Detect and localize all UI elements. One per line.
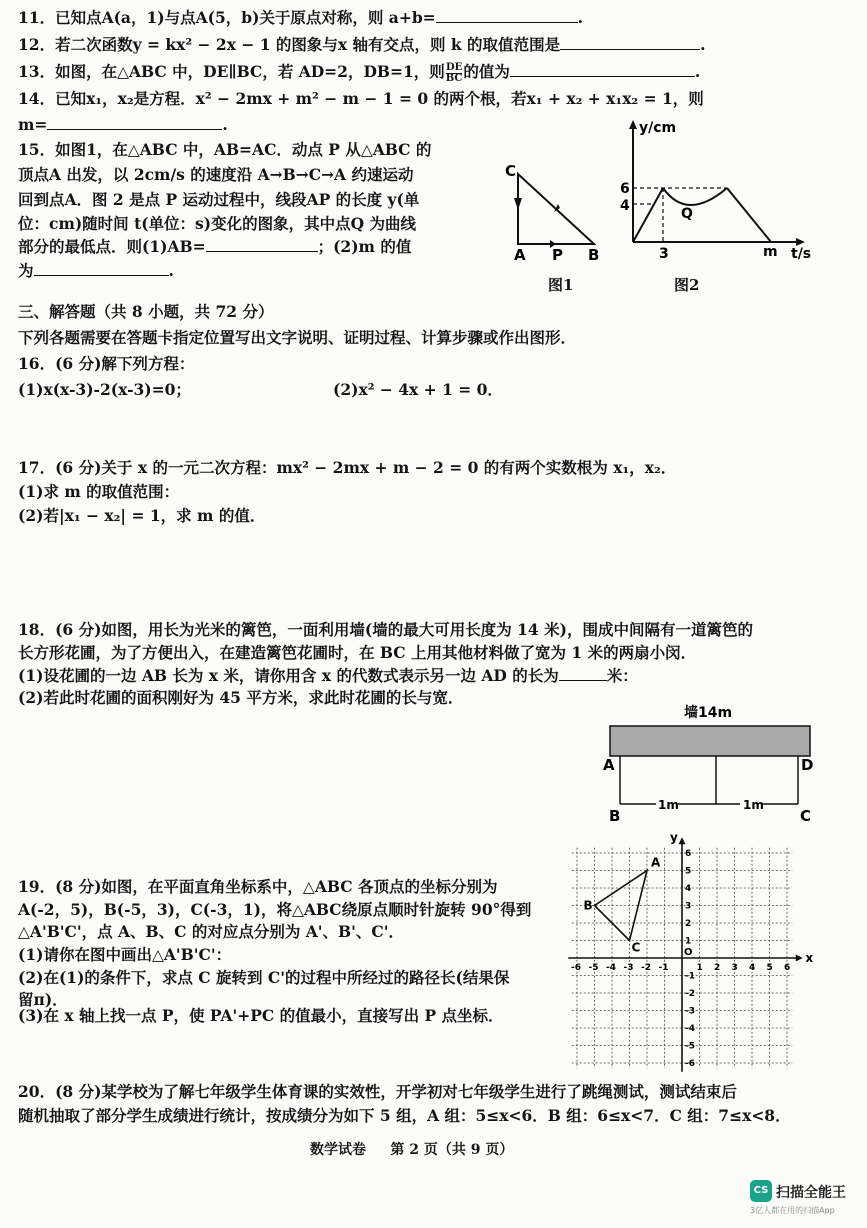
fig1-label-c: C xyxy=(505,162,517,180)
y-tick-label: 2 xyxy=(685,919,692,929)
origin-label: O xyxy=(684,947,693,958)
answer-blank-18[interactable] xyxy=(559,666,607,681)
y-tick-label: 4 xyxy=(685,884,692,894)
question-12-end: . xyxy=(700,35,706,54)
answer-blank-11[interactable] xyxy=(436,8,578,23)
question-15-line4: 位：cm)随时间 t(单位：s)变化的图象，其中点Q 为曲线 xyxy=(18,214,417,233)
figure-1-triangle xyxy=(500,160,610,270)
question-18-line3 xyxy=(18,666,638,686)
question-19-line2: A(-2，5)，B(-5，3)，C(-3，1)，将△ABC绕原点顺时针旋转 90°得到 xyxy=(18,900,532,919)
section-3-title: 三、解答题（共 8 小题，共 72 分） xyxy=(18,302,274,321)
x-axis-arrow xyxy=(796,955,803,962)
fraction-de-bc xyxy=(446,63,463,84)
question-15-line1: 15．如图1，在△ABC 中，AB=AC．动点 P 从△ABC 的 xyxy=(18,140,432,159)
coordinate-grid xyxy=(571,830,818,1078)
x-tick-label: 4 xyxy=(749,963,756,973)
question-19-line6: 留π)． xyxy=(18,990,68,1009)
x-tick-label: -2 xyxy=(641,963,651,973)
y-tick-label: 3 xyxy=(685,901,692,912)
fig18-label-a: A xyxy=(603,756,615,774)
x-tick-label: -5 xyxy=(588,963,599,973)
fig2-label-q: Q xyxy=(681,206,693,222)
fig1-label-b: B xyxy=(588,246,600,264)
x-tick-label: 1 xyxy=(696,963,703,973)
question-15-wei: 为 xyxy=(18,261,34,280)
fraction-numerator: DE xyxy=(445,61,463,73)
y-tick-label: -2 xyxy=(685,989,695,999)
y-axis-label: y xyxy=(670,830,678,845)
answer-blank-13[interactable] xyxy=(510,62,695,77)
y-tick-label: -5 xyxy=(685,1041,695,1052)
point-label-b: B xyxy=(583,898,593,913)
question-13-end: . xyxy=(694,62,701,81)
fig18-gate-2: 1m xyxy=(743,798,764,812)
fraction-denominator: BC xyxy=(445,72,463,84)
x-tick-label: -3 xyxy=(623,963,634,973)
fig1-label-p: P xyxy=(552,246,563,264)
x-tick-label: 5 xyxy=(766,963,773,973)
fig18-label-d: D xyxy=(801,756,814,774)
question-14-end: . xyxy=(222,115,228,134)
question-14-line2 xyxy=(18,115,228,135)
point-label-c: C xyxy=(631,940,641,955)
x-tick-label: -4 xyxy=(606,963,616,973)
y-axis-arrow xyxy=(679,837,686,844)
scanner-app-name: 扫描全能王 xyxy=(776,1185,846,1201)
fig18-label-b: B xyxy=(609,807,621,825)
question-19-line5: (2)在(1)的条件下，求点 C 旋转到 C'的过程中所经过的路径长(结果保 xyxy=(18,968,510,987)
question-11 xyxy=(18,8,583,28)
question-16-part2: (2)x² − 4x + 1 = 0． xyxy=(333,380,503,399)
question-14-m: m= xyxy=(18,115,48,134)
question-19-line4: (1)请你在图中画出△A'B'C'： xyxy=(18,945,232,964)
y-tick-label: -3 xyxy=(685,1006,695,1017)
answer-blank-15-2[interactable] xyxy=(34,261,169,276)
fig2-y-axis-label: y/cm xyxy=(639,120,677,136)
question-14-line1: 14．已知x₁，x₂是方程．x² − 2mx + m² − m − 1 = 0 的两个根，若x₁ + x₂ + x₁x₂ = 1，则 xyxy=(18,89,704,108)
question-20-line1: 20．(8 分)某学校为了解七年级学生体育课的实效性，开学初对七年级学生进行了跳绳测试，测试结束后 xyxy=(18,1082,737,1101)
fig18-wall-label: 墙14m xyxy=(684,705,733,721)
answer-blank-15-1[interactable] xyxy=(206,237,318,252)
question-19-line1: 19．(8 分)如图，在平面直角坐标系中，△ABC 各顶点的坐标分别为 xyxy=(18,877,498,896)
x-tick-label: 6 xyxy=(784,963,791,973)
question-11-text: 11．已知点A(a，1)与点A(5，b)关于原点对称，则 a+b= xyxy=(18,8,436,27)
scanner-watermark xyxy=(750,1180,860,1220)
x-tick-label: 3 xyxy=(731,963,738,973)
footer-subject: 数学试卷 xyxy=(310,1142,366,1158)
question-12-text: 12．若二次函数y = kx² − 2x − 1 的图象与x 轴有交点，则 k 的取值范围是 xyxy=(18,35,561,54)
question-19-line7: (3)在 x 轴上找一点 P，使 PA'+PC 的值最小，直接写出 P 点坐标． xyxy=(18,1006,504,1025)
footer-page-number: 第 2 页（共 9 页） xyxy=(390,1142,514,1158)
question-13 xyxy=(18,62,700,84)
point-label-a: A xyxy=(651,855,661,870)
figure-18-garden xyxy=(600,700,830,825)
fig1-label-a: A xyxy=(514,246,526,264)
x-tick-label: -6 xyxy=(571,963,581,973)
fig18-wall xyxy=(610,726,810,756)
fig2-label-m: m xyxy=(763,244,778,260)
question-11-end: . xyxy=(577,8,584,27)
y-tick-label: -4 xyxy=(685,1024,695,1034)
question-18-line1: 18．(6 分)如图，用长为光米的篱笆，一面利用墙(墙的最大可用长度为 14 米)，围成中间隔有一道篱笆的 xyxy=(18,620,753,639)
question-17-title: 17．(6 分)关于 x 的一元二次方程：mx² − 2mx + m − 2 = 0 的有两个实数根为 x₁，x₂． xyxy=(18,458,677,477)
question-15-line2: 顶点A 出发，以 2cm/s 的速度沿 A→B→C→A 约速运动 xyxy=(18,165,414,184)
answer-blank-14[interactable] xyxy=(47,115,222,130)
question-15-ab: 部分的最低点．则(1)AB= xyxy=(18,237,206,256)
question-12 xyxy=(18,35,705,55)
question-18-part1: (1)设花圃的一边 AB 长为 x 米，请你用含 x 的代数式表示另一边 AD 的长为 xyxy=(18,666,559,685)
y-tick-label: -1 xyxy=(685,971,695,982)
question-17-part2: (2)若|x₁ − x₂| = 1，求 m 的值． xyxy=(18,506,266,525)
question-18-unit: 米： xyxy=(606,666,638,685)
figure-2-caption: 图2 xyxy=(674,276,700,294)
figure-2-graph xyxy=(615,118,815,268)
section-3-instructions: 下列各题需要在答题卡指定位置写出文字说明、证明过程、计算步骤或作出图形． xyxy=(18,328,577,347)
question-13-text: 13．如图，在△ABC 中，DE∥BC，若 AD=2，DB=1，则 xyxy=(18,62,445,81)
figure-1-caption: 图1 xyxy=(548,276,574,294)
fig2-label-6: 6 xyxy=(620,181,630,197)
question-18-line4: (2)若此时花圃的面积刚好为 45 平方米，求此时花圃的长与宽． xyxy=(18,688,464,707)
question-20-line2: 随机抽取了部分学生成绩进行统计，按成绩分为如下 5 组，A 组：5≤x<6．B 组：6≤x<7．C 组：7≤x<8． xyxy=(18,1106,791,1125)
x-tick-label: -1 xyxy=(658,963,669,973)
scanner-tagline: 3亿人都在用的扫描App xyxy=(750,1206,835,1215)
question-15-line3: 回到点A．图 2 是点 P 运动过程中，线段AP 的长度 y(单 xyxy=(18,190,420,209)
x-axis-label: x xyxy=(805,951,814,965)
question-13-post: 的值为 xyxy=(463,62,510,81)
question-19-line3: △A'B'C'，点 A、B、C 的对应点分别为 A'、B'、C'． xyxy=(18,922,404,941)
question-15-m: ；(2)m 的值 xyxy=(317,237,412,256)
question-15-end: . xyxy=(168,261,174,280)
y-tick-label: 6 xyxy=(685,849,692,859)
scanner-logo-icon: CS xyxy=(750,1180,772,1202)
fig2-t-axis-label: t/s xyxy=(791,246,812,262)
y-tick-label: 5 xyxy=(685,866,692,877)
question-18-line2: 长方形花圃，为了方便出入，在建造篱笆花圃时，在 BC 上用其他材料做了宽为 1 米的两扇小闵． xyxy=(18,643,697,662)
question-15-line6 xyxy=(18,261,174,281)
page-footer xyxy=(310,1139,513,1159)
y-tick-label: -6 xyxy=(685,1059,695,1069)
fig18-gate-1: 1m xyxy=(658,798,679,812)
y-tick-label: 1 xyxy=(685,936,692,947)
fig2-label-4: 4 xyxy=(620,198,630,214)
x-tick-label: 2 xyxy=(714,963,721,973)
fig2-label-3: 3 xyxy=(659,246,669,262)
question-17-part1: (1)求 m 的取值范围： xyxy=(18,482,180,501)
fig18-label-c: C xyxy=(800,807,812,825)
question-16-part1: (1)x(x-3)-2(x-3)=0； xyxy=(18,380,191,399)
question-16-title: 16．(6 分)解下列方程： xyxy=(18,354,195,373)
answer-blank-12[interactable] xyxy=(560,35,700,50)
question-15-line5 xyxy=(18,237,411,257)
